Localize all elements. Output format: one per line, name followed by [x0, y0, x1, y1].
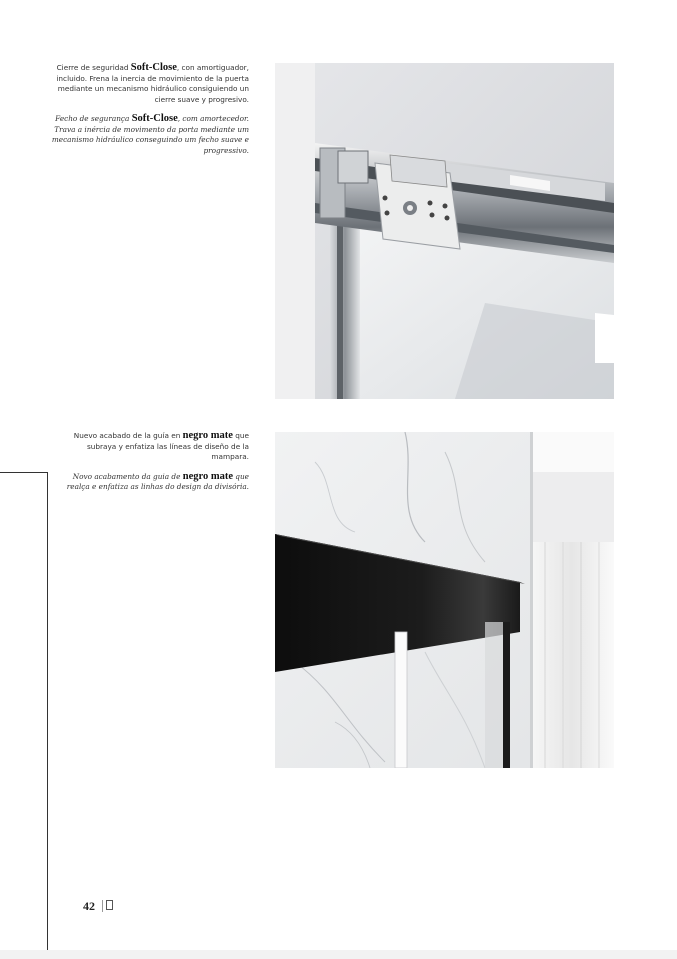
photo-black-matte-rail [275, 432, 614, 768]
photo-soft-close-mechanism [275, 63, 614, 399]
caption-soft-close [49, 63, 249, 156]
caption-negro-mate-pt: Novo acabamento da guia de negro mate que realça e enfatiza as linhas do design da divisória. [66, 470, 249, 491]
brand-mark-icon [106, 900, 113, 910]
margin-rule-vertical [47, 472, 48, 952]
caption-negro-mate [49, 431, 249, 493]
page-number-separator [102, 900, 103, 912]
margin-rule-horizontal [0, 472, 48, 473]
page-number: 42 [83, 899, 95, 913]
caption-negro-mate-es: Nuevo acabado de la guía en negro mate que subraya y enfatiza las líneas de diseño de la mampara. [73, 430, 249, 461]
caption-soft-close-es: Cierre de seguridad Soft-Close, con amortiguador, incluido. Frena la inercia de movimiento de la puerta mediante un mecanismo hidráulico consiguiendo un cierre suave y progresivo. [56, 62, 249, 104]
caption-soft-close-pt: Fecho de segurança Soft-Close, com amortecedor. Trava a inércia de movimento da porta mediante um mecanismo hidráulico conseguindo um fecho suave e progressivo. [51, 113, 249, 155]
bottom-strip [0, 950, 677, 959]
